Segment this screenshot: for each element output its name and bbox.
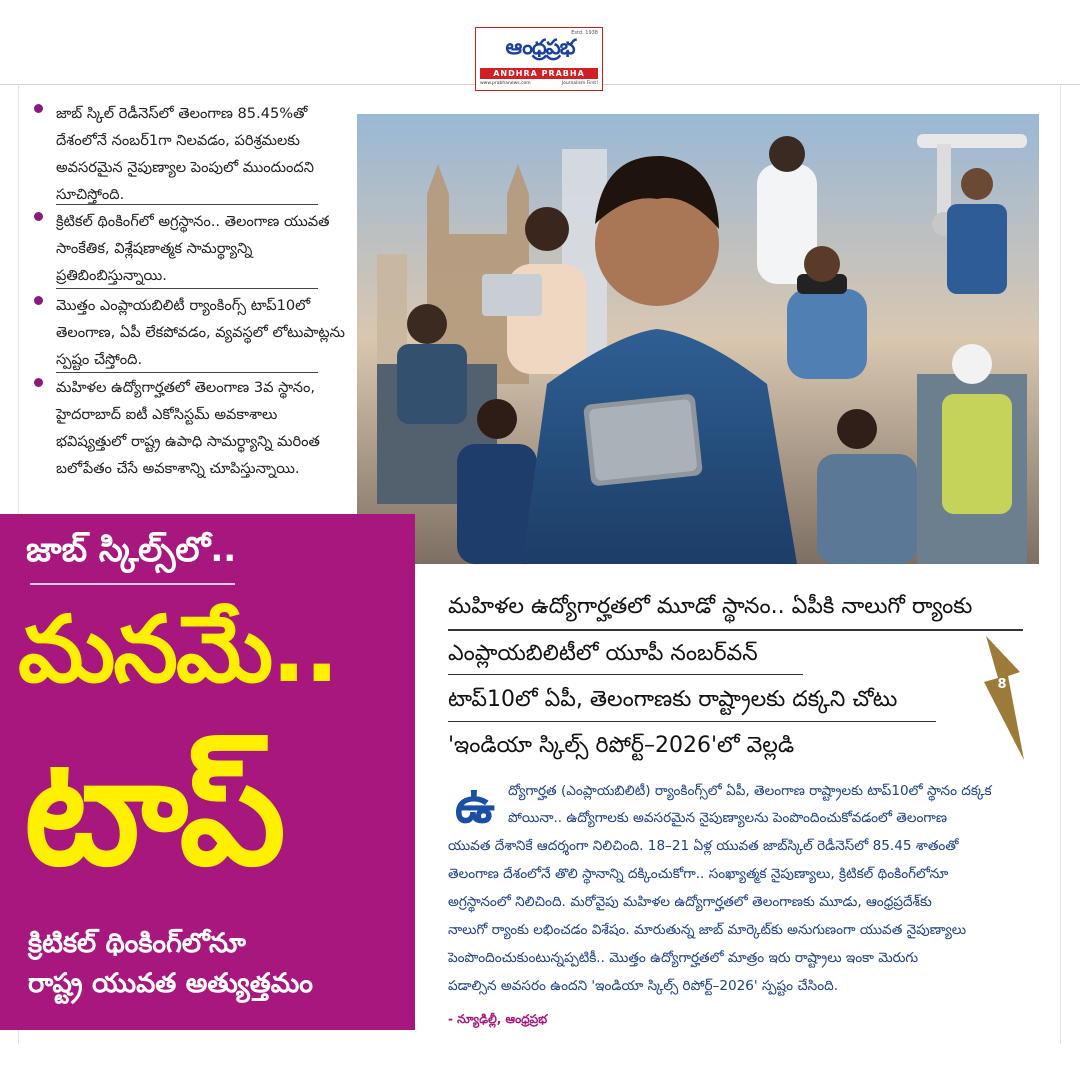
deck-divider	[448, 629, 1023, 631]
bullet-text: మొత్తం ఎంప్లాయబిలిటీ ర్యాంకింగ్స్ టాప్10లో తెలంగాణ, ఏపీ లేకపోవడం, వ్యవస్థలో లోటుపాట్లను స్పష్టం చేస్తోంది.	[56, 297, 345, 368]
bullet-divider	[56, 288, 318, 289]
headline-line-1: మనమే..	[18, 596, 338, 703]
bullet-divider	[56, 204, 318, 205]
logo-tagline: Journalism First!	[561, 81, 598, 86]
body-text-line: ద్యోగార్హత (ఎంప్లాయబిలిటీ) ర్యాంకింగ్స్‌లో ఏపీ, తెలంగాణ రాష్ట్రాలకు టాప్10లో స్థానం దక్కక	[508, 783, 992, 799]
youth-skills-photo-collage	[357, 114, 1039, 564]
deck-line-3: టాప్10లో ఏపీ, తెలంగాణకు రాష్ట్రాలకు దక్కని చోటు	[448, 687, 898, 712]
dropcap-letter: ఉ	[455, 776, 495, 834]
headline-line-2: టాప్	[24, 725, 282, 899]
deck-divider	[448, 721, 936, 722]
body-text-line: నాలుగో ర్యాంకు లభించడం విశేషం. మారుతున్న జాబ్ మార్కెట్‌కు అనుగుణంగా యువత నైపుణ్యాలు	[448, 922, 967, 938]
dateline-credit: - న్యూఢిల్లీ, ఆంధ్రప్రభ	[448, 1012, 548, 1026]
est-year: Estd. 1938	[571, 30, 598, 36]
deck-divider	[448, 674, 803, 675]
deck-line-1: మహిళల ఉద్యోగార్హతలో మూడో స్థానం.. ఏపీకి నాలుగో ర్యాంకు	[448, 594, 973, 619]
logo-website: www.prabhanews.com	[480, 81, 531, 86]
kicker-text: జాబ్ స్కిల్స్‌లో..	[26, 530, 237, 570]
right-margin-rule	[1060, 84, 1061, 1044]
collage-illustration	[357, 114, 1039, 564]
body-text-line: అగ్రస్థానంలో నిలిచింది. మరోవైపు మహిళల ఉద్యోగార్హతలో తెలంగాణకు మూడు, ఆంధ్రప్రదేశ్‌కు	[448, 894, 932, 910]
bullet-dot-icon	[34, 378, 43, 387]
kicker-underline	[30, 583, 235, 585]
bullet-dot-icon	[34, 212, 43, 221]
page-number-marker	[980, 636, 1026, 760]
body-text-line: యువత దేశానికే ఆదర్శంగా నిలిచింది. 18–21 ఏళ్ల యువత జాబ్‌స్కిల్ రెడీనెస్‌లో 85.45 శాతంతో	[448, 838, 959, 854]
body-text-line: తెలంగాణ దేశంలోనే తొలి స్థానాన్ని దక్కించుకోగా.. సంఖ్యాత్మక నైపుణ్యాలు, క్రిటికల్ థింకింగ్‌లోనూ	[448, 866, 949, 882]
deck-line-2: ఎంప్లాయబిలిటీలో యూపీ నంబర్‌వన్	[448, 641, 758, 666]
body-text-line: పోయినా.. ఉద్యోగాలకు అవసరమైన నైపుణ్యాలను పెంపొందించుకోవడంలో తెలంగాణ	[508, 810, 948, 826]
bullet-text: మహిళల ఉద్యోగార్హతలో తెలంగాణ 3వ స్థానం, హైదరాబాద్ ఐటీ ఎకోసిస్టమ్ అవకాశాలు భవిష్యత్తులో రాష్ట్ర ఉపాధి సామర్థ్యాన్ని మరింత బలోపేతం చేసే అవకాశాన్ని చూపిస్తున్నాయి.	[56, 379, 320, 477]
bolt-shape-icon	[980, 636, 1026, 760]
body-text-line: పెంపొందించుకుంటున్నప్పటికీ.. మొత్తం ఉద్యోగార్హతలో మాత్రం ఇరు రాష్ట్రాలు ఇంకా మెరుగు	[448, 950, 919, 966]
subhead-line-2: రాష్ట్ర యువత అత్యుత్తమం	[28, 968, 313, 999]
body-text-line: పడాల్సిన అవసరం ఉందని 'ఇండియా స్కిల్స్ రిపోర్ట్–2026' స్పష్టం చేసింది.	[448, 978, 839, 994]
logo-telugu-wordmark: ఆంధ్రప్రభ	[505, 35, 575, 59]
bullet-dot-icon	[34, 296, 43, 305]
logo-english-name: ANDHRA PRABHA	[480, 68, 598, 79]
page-number: 8	[997, 677, 1007, 692]
logo-subline	[480, 81, 598, 86]
bullet-dot-icon	[34, 104, 43, 113]
deck-line-4: 'ఇండియా స్కిల్స్ రిపోర్ట్–2026'లో వెల్లడి	[448, 733, 795, 758]
subhead-line-1: క్రిటికల్ థింకింగ్‌లోనూ	[28, 928, 246, 959]
bullet-text: క్రిటికల్ థింకింగ్‌లో అగ్రస్థానం.. తెలంగాణ యువత సాంకేతిక, విశ్లేషణాత్మక సామర్థ్యాన్ని ప్రతిబింబిస్తున్నాయి.	[56, 213, 330, 284]
bullet-text: జాబ్ స్కిల్ రెడీనెస్‌లో తెలంగాణ 85.45%తో దేశంలోనే నంబర్1గా నిలవడం, పరిశ్రమలకు అవసరమైన నైపుణ్యాల పెంపులో ముందుందని సూచిస్తోంది.	[56, 105, 314, 203]
bullet-divider	[56, 372, 318, 373]
masthead-logo	[475, 27, 603, 91]
